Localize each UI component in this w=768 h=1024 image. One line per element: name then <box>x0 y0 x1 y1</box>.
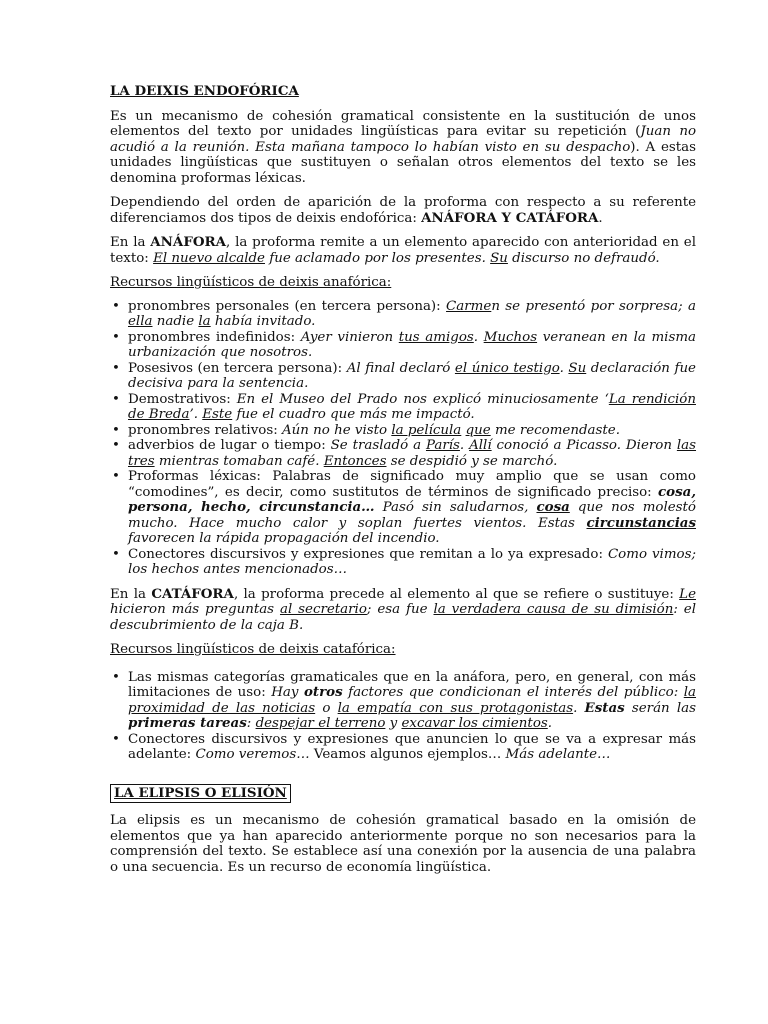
example-text: nadie <box>152 314 199 329</box>
text: En la <box>110 235 151 250</box>
text: , la proforma remite a un elemento aparecido con anterioridad en el texto: <box>110 235 696 266</box>
example-text: Juan no acudió a la reunión. Esta mañana tampoco lo habían visto en su despacho <box>110 124 696 155</box>
text: Conectores discursivos y expresiones que anuncien lo que se va a expresar más adelante: <box>128 731 696 762</box>
text: Posesivos (en tercera persona): <box>128 360 347 376</box>
referent: tus amigos <box>398 329 474 345</box>
catafora-resources-title: Recursos lingüísticos de deixis catafórica: <box>110 642 396 657</box>
example-text: mientras tomaban café. <box>154 453 324 469</box>
list-item <box>110 438 696 469</box>
text: Es un mecanismo de cohesión gramatical consistente en la sustitución de unos elementos del texto por unidades lingüísticas para evitar su repetición ( <box>110 108 696 139</box>
proform: Estas <box>584 699 625 716</box>
referent: la proximidad de las noticias <box>128 685 697 716</box>
proform: Le <box>679 586 696 602</box>
example-text: Al final declaró <box>346 360 455 376</box>
example-text: veranean en la misma urbanización que nosotros. <box>128 329 697 360</box>
referent: la empatía con sus protagonistas <box>337 700 574 716</box>
text: pronombres personales (en tercera persona): <box>128 298 447 314</box>
example-text: Ayer vinieron <box>300 329 399 345</box>
text: adverbios de lugar o tiempo: <box>128 438 331 453</box>
example-text: . <box>559 360 569 376</box>
example-text: había invitado. <box>210 314 316 329</box>
example-text: Como vimos; los hechos antes mencionados… <box>128 546 696 577</box>
referent: París <box>425 438 460 453</box>
list-item <box>110 547 696 578</box>
example-text: n se presentó por sorpresa; a <box>491 298 696 314</box>
example-text: y <box>385 716 402 731</box>
proform: Allí <box>469 438 492 453</box>
referent: el único testigo <box>454 360 560 376</box>
example-text: Hay <box>271 685 304 700</box>
anafora-resources-list <box>110 299 696 578</box>
text: Demostrativos: <box>128 391 237 407</box>
proform: circunstancias <box>586 514 696 531</box>
proform: la verdadera causa de su dimisión <box>433 602 674 617</box>
example-text: Más adelante… <box>505 747 611 762</box>
proform: la <box>198 314 211 329</box>
text: pronombres relativos: <box>128 422 282 438</box>
example-text: . <box>473 329 484 345</box>
key-term: ANÁFORA Y CATÁFORA <box>421 209 599 226</box>
list-item <box>110 732 696 763</box>
example-text: serán las <box>624 700 697 716</box>
referent: Carme <box>446 298 492 314</box>
referent: La rendición de Breda <box>128 391 696 422</box>
text: pronombres indefinidos: <box>128 329 301 345</box>
anafora-paragraph <box>110 235 696 266</box>
example-text: favorecen la rápida propagación del incendio. <box>128 531 440 546</box>
proform: Este <box>202 407 233 422</box>
proform: Muchos <box>483 329 538 345</box>
text: Las mismas categorías gramaticales que en la anáfora, pero, en general, con más limitaciones de uso: <box>128 669 696 700</box>
proform: Su <box>490 250 508 266</box>
text: Veamos algunos ejemplos… <box>309 747 506 762</box>
proform: Su <box>568 360 587 376</box>
example-text: . <box>459 438 470 453</box>
example-text: conoció a Picasso. Dieron <box>491 438 677 453</box>
section-heading-elipsis: LA ELIPSIS O ELISIÓN <box>110 784 291 804</box>
example-text: ; esa fue <box>366 602 434 617</box>
text: Conectores discursivos y expresiones que remitan a lo ya expresado: <box>128 546 608 562</box>
referent: excavar los cimientos <box>401 716 548 731</box>
example-text: se despidió y se marchó. <box>386 453 558 469</box>
catafora-paragraph <box>110 587 696 634</box>
example-text: . <box>573 700 585 716</box>
proform: Entonces <box>323 453 387 469</box>
proform: cosa <box>536 499 570 515</box>
key-term: cosa, persona, hecho, circunstancia… <box>128 483 696 515</box>
example-text: que nos molestó mucho. Hace mucho calor y soplan fuertes vientos. Estas <box>128 500 696 531</box>
referent: las tres <box>128 438 697 469</box>
section-spacer <box>110 772 696 784</box>
deixis-types-paragraph <box>110 195 696 226</box>
text: . <box>598 210 603 226</box>
text: ). A estas unidades lingüísticas que sustituyen o señalan otros elementos del texto se les denomina proformas léxicas. <box>110 139 696 186</box>
deixis-definition-paragraph <box>110 109 696 187</box>
example-text: o <box>315 700 338 716</box>
list-item <box>110 423 696 439</box>
example-text: declaración fue decisiva para la sentencia. <box>128 360 696 391</box>
example-text: Se trasladó a <box>330 438 426 453</box>
proform: primeras tareas <box>128 715 247 731</box>
anafora-resources-title: Recursos lingüísticos de deixis anafórica: <box>110 275 392 290</box>
catafora-resources-list <box>110 670 696 763</box>
referent: al secretario <box>279 602 367 617</box>
referent: despejar el terreno <box>255 716 386 731</box>
example-text: : <box>246 716 256 731</box>
key-term: CATÁFORA <box>151 585 234 602</box>
list-item <box>110 392 696 423</box>
example-text: fue el cuadro que más me impactó. <box>232 407 475 422</box>
key-term: ANÁFORA <box>150 234 227 250</box>
list-item <box>110 469 696 547</box>
text: En la <box>110 586 152 602</box>
example-text: : el descubrimiento de la caja B. <box>110 602 696 633</box>
proform: que <box>465 422 491 438</box>
example-text: Pasó sin saludarnos, <box>374 500 537 515</box>
example-text: . <box>547 716 553 731</box>
example-text: fue aclamado por los presentes. <box>264 250 491 266</box>
example-text: discurso no defraudó. <box>507 250 660 266</box>
example-text: En el Museo del Prado nos explicó minuciosamente ‘ <box>236 391 609 407</box>
referent: El nuevo alcalde <box>153 250 265 266</box>
text: Dependiendo del orden de aparición de la proforma con respecto a su referente diferenciamos dos tipos de deixis endofórica: <box>110 195 696 226</box>
list-item <box>110 330 696 361</box>
example-text: Como veremos… <box>195 747 310 762</box>
elipsis-paragraph: La elipsis es un mecanismo de cohesión gramatical basado en la omisión de elementos que ya han aparecido anteriormente porque no son necesarios para la comprensión del texto. Se establece así una conexión por la ausencia de una palabra o una secuencia. Es un recurso de economía lingüística. <box>110 813 696 875</box>
list-item <box>110 299 696 330</box>
text: , la proforma precede al elemento al que se refiere o sustituye: <box>233 586 680 602</box>
list-item <box>110 670 696 732</box>
text: Proformas léxicas: Palabras de significado muy amplio que se usan como “comodines”, es decir, como sustitutos de términos de significado preciso: <box>128 469 696 500</box>
example-text: Aún no he visto <box>281 422 392 438</box>
example-text: me recomendaste. <box>490 422 620 438</box>
example-text: ’. <box>189 407 203 422</box>
proform: ella <box>128 314 153 329</box>
list-item <box>110 361 696 392</box>
proform: otros <box>303 684 343 700</box>
example-text: factores que condicionan el interés del público: <box>342 685 684 700</box>
document-page <box>110 84 696 884</box>
referent: la película <box>391 422 462 438</box>
section-heading-deixis: LA DEIXIS ENDOFÓRICA <box>110 83 299 99</box>
example-text: hicieron más preguntas <box>110 602 280 617</box>
